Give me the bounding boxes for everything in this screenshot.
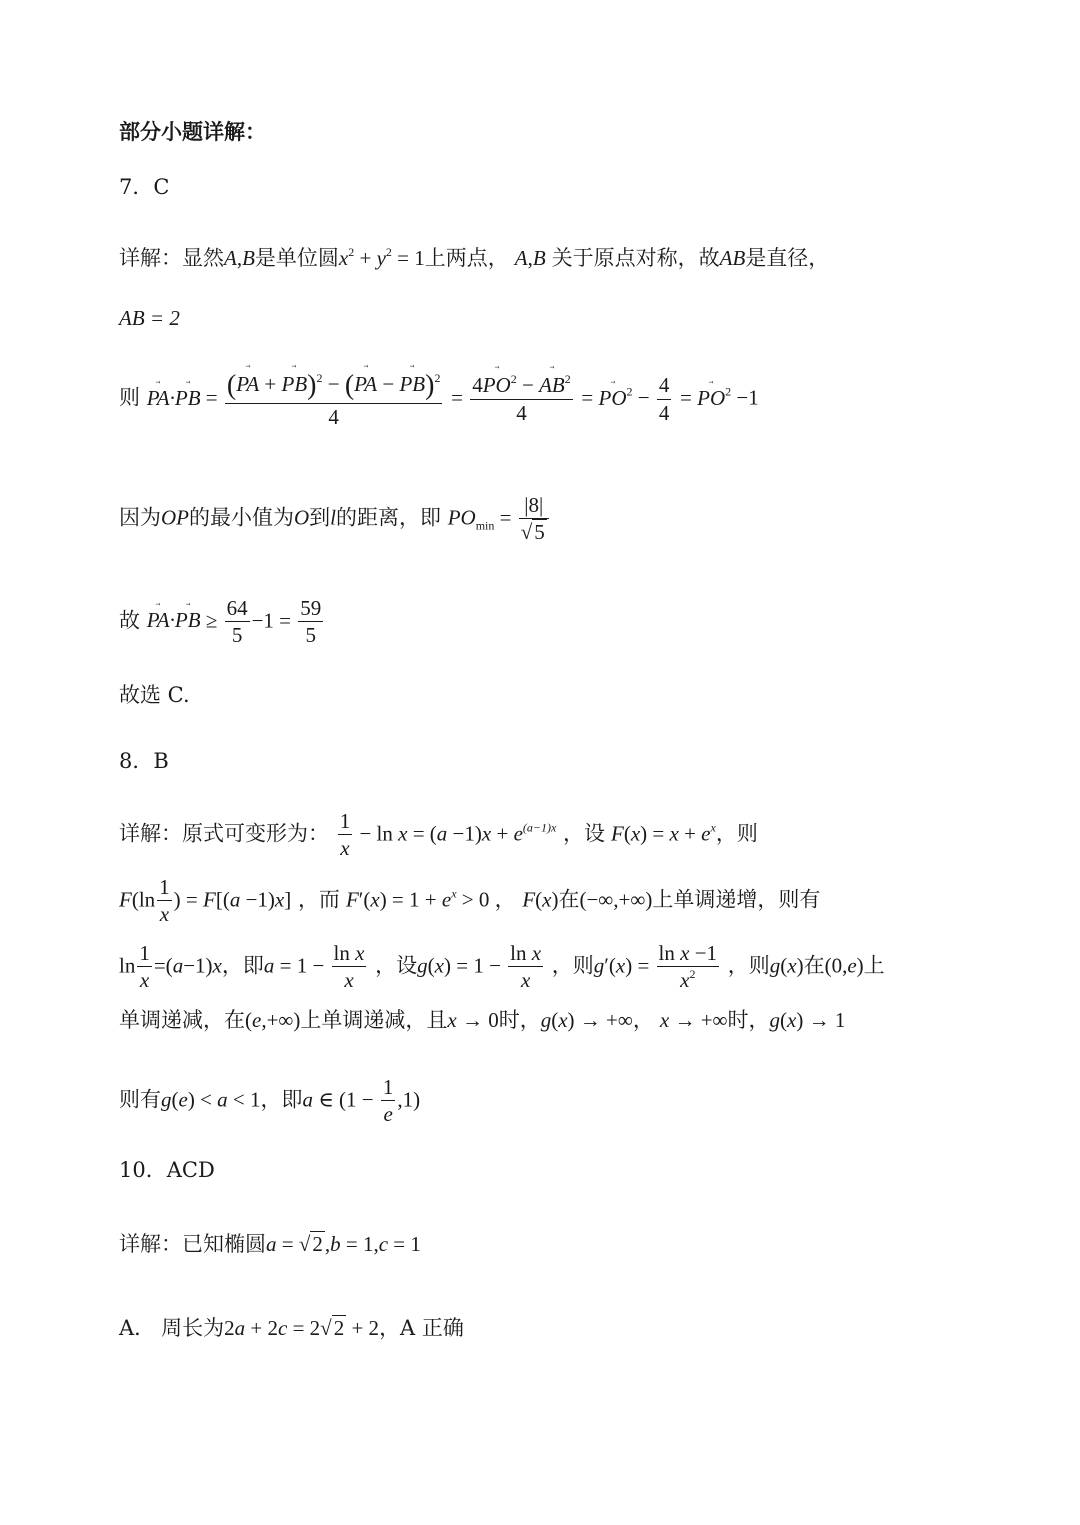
section-heading: 部分小题详解： <box>119 119 266 144</box>
q7-conclusion: 故选 C. <box>119 683 190 707</box>
q7-dot-product-derivation: 则 → PA·→ PB = $\frac{(\to PA + \to PB)^2 - (\to PA - \to PB)^2}{4}$ = $\frac{4\to PO^2 - \to AB^2}{4}$ = → $PO^2$ − $\frac{4}{4}$ = → $PO^2 -1$ <box>119 368 759 430</box>
q7-line-1: 详解：显然A,B是单位圆$x^2 + y^2 = 1$上两点， A,B 关于原点对称，故AB是直径， <box>119 245 830 270</box>
q7-answer: 7．C <box>119 175 170 199</box>
q7-min-distance: 因为OP的最小值为O到l的距离，即 $PO_{min}$ = $\frac{|8|}{√5}$ <box>119 492 551 546</box>
q8-line-5: 则有g(e) < a < 1，即a ∈ (1 − $\frac{1}{e}$ ,1) <box>119 1075 421 1127</box>
q10-option-a: A． 周长为2a + 2c = 2√2 + 2，A 正确 <box>119 1316 464 1340</box>
q8-line-3: ln $\frac{1}{x}$ =(a−1)x，即a = 1 − $\frac{\text{ln x}}{x}$ ，设g(x) = 1 − $\frac{\text{ln x}}{x}$ ，则g′(x) = $\frac{\text{ln x −1}}{x^2}$ ，则g(x)在(0,e)上 <box>119 941 885 993</box>
q8-line-2: F(ln $\frac{1}{x}$ ) = F[(a −1)x] ，而 $F'(x) = 1 + e^x > 0$ ， F(x)在(−∞,+∞)上单调递增，则有 <box>119 875 821 927</box>
q8-answer: 8．B <box>119 749 169 773</box>
q8-line-1: 详解：原式可变形为： $\frac{1}{x}$ − $\ln x = (a -1)x + e^{(a-1)x}$ ，设 $F(x) = x + e^x$，则 <box>119 809 758 861</box>
q7-ab-equation: AB = 2 <box>119 306 180 330</box>
q10-line-1: 详解：已知椭圆a = √2,b = 1,c = 1 <box>119 1232 421 1256</box>
q8-line-4: 单调递减，在(e,+∞)上单调递减，且x → 0时，g(x) → +∞， x → +∞时，g(x) → 1 <box>119 1008 846 1032</box>
q10-answer: 10．ACD <box>119 1158 215 1182</box>
q7-inequality: 故 → PA·→ PB ≥ $\frac{64}{5}$ −1 = $\frac{59}{5}$ <box>119 595 325 649</box>
